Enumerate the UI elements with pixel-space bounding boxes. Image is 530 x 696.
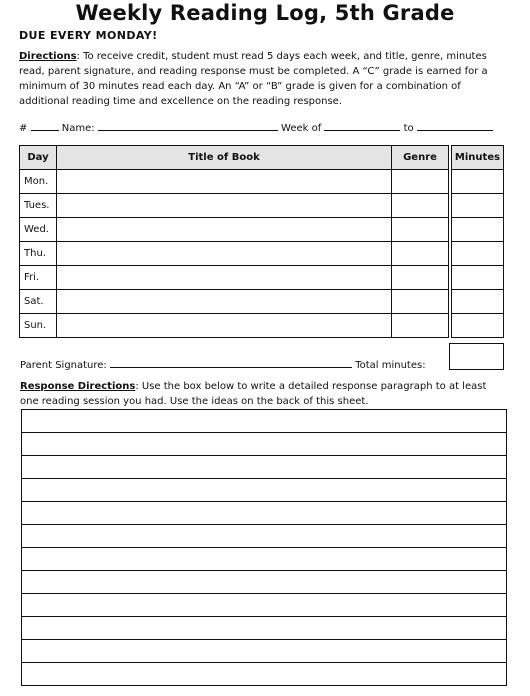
week-end-field[interactable] — [417, 120, 493, 131]
writing-line — [22, 617, 506, 640]
name-label: Name: — [61, 123, 95, 134]
table-row — [20, 314, 504, 338]
number-field[interactable] — [31, 120, 59, 131]
day-cell: Sat. — [20, 290, 57, 314]
directions-text: : To receive credit, student must read 5 days each week, and title, genre, minutes read, parent signature, and reading response must be completed. A “C” grade is earned for a minimum of 30 minutes read each day. An “A” or “B” grade is given for a combination of additional reading time and excellence on the reading response. — [19, 51, 488, 107]
writing-line — [22, 502, 506, 525]
minutes-cell[interactable] — [452, 242, 504, 266]
writing-line — [22, 640, 506, 663]
writing-line — [22, 433, 506, 456]
writing-line — [22, 479, 506, 502]
genre-cell[interactable] — [392, 242, 449, 266]
minutes-cell[interactable] — [452, 194, 504, 218]
header-day: Day — [20, 146, 57, 170]
title-cell[interactable] — [57, 290, 392, 314]
page-title: Weekly Reading Log, 5th Grade — [75, 1, 455, 25]
title-cell[interactable] — [57, 314, 392, 338]
directions-paragraph — [19, 49, 499, 109]
name-field[interactable] — [98, 120, 278, 131]
reading-log-table — [19, 145, 504, 338]
writing-line — [22, 571, 506, 594]
header-genre: Genre — [392, 146, 449, 170]
parent-signature-label: Parent Signature: — [20, 360, 107, 371]
day-cell: Tues. — [20, 194, 57, 218]
parent-signature-field[interactable] — [110, 357, 352, 368]
minutes-cell[interactable] — [452, 266, 504, 290]
table-row — [20, 218, 504, 242]
minutes-cell[interactable] — [452, 314, 504, 338]
minutes-cell[interactable] — [452, 218, 504, 242]
number-label: # — [19, 123, 28, 134]
total-minutes-label: Total minutes: — [355, 360, 426, 371]
day-cell: Thu. — [20, 242, 57, 266]
day-cell: Fri. — [20, 266, 57, 290]
response-writing-box[interactable] — [21, 409, 507, 686]
response-directions-label: Response Directions — [20, 381, 136, 392]
title-cell[interactable] — [57, 170, 392, 194]
table-row — [20, 242, 504, 266]
to-label: to — [403, 123, 414, 134]
writing-line — [22, 594, 506, 617]
table-row — [20, 266, 504, 290]
genre-cell[interactable] — [392, 170, 449, 194]
genre-cell[interactable] — [392, 314, 449, 338]
genre-cell[interactable] — [392, 290, 449, 314]
writing-line — [22, 663, 506, 685]
day-cell: Mon. — [20, 170, 57, 194]
table-row — [20, 290, 504, 314]
genre-cell[interactable] — [392, 218, 449, 242]
response-directions-text: : Use the box below to write a detailed response paragraph to at least one reading session you had. Use the ideas on the back of this sheet. — [20, 381, 487, 407]
signature-line — [20, 357, 426, 371]
title-cell[interactable] — [57, 194, 392, 218]
table-row — [20, 194, 504, 218]
title-cell[interactable] — [57, 218, 392, 242]
writing-line — [22, 525, 506, 548]
title-cell[interactable] — [57, 266, 392, 290]
student-info-line — [19, 120, 503, 134]
genre-cell[interactable] — [392, 266, 449, 290]
writing-line — [22, 410, 506, 433]
table-header-row — [20, 146, 504, 170]
day-cell: Sun. — [20, 314, 57, 338]
total-minutes-field[interactable] — [449, 343, 504, 370]
directions-label: Directions — [19, 51, 77, 62]
writing-line — [22, 548, 506, 571]
header-title: Title of Book — [57, 146, 392, 170]
minutes-cell[interactable] — [452, 290, 504, 314]
table-row — [20, 170, 504, 194]
response-directions-paragraph — [20, 379, 500, 409]
header-minutes: Minutes — [452, 146, 504, 170]
title-cell[interactable] — [57, 242, 392, 266]
day-cell: Wed. — [20, 218, 57, 242]
minutes-cell[interactable] — [452, 170, 504, 194]
genre-cell[interactable] — [392, 194, 449, 218]
week-start-field[interactable] — [324, 120, 400, 131]
week-label: Week of — [281, 123, 322, 134]
due-notice: DUE EVERY MONDAY! — [19, 29, 158, 42]
writing-line — [22, 456, 506, 479]
